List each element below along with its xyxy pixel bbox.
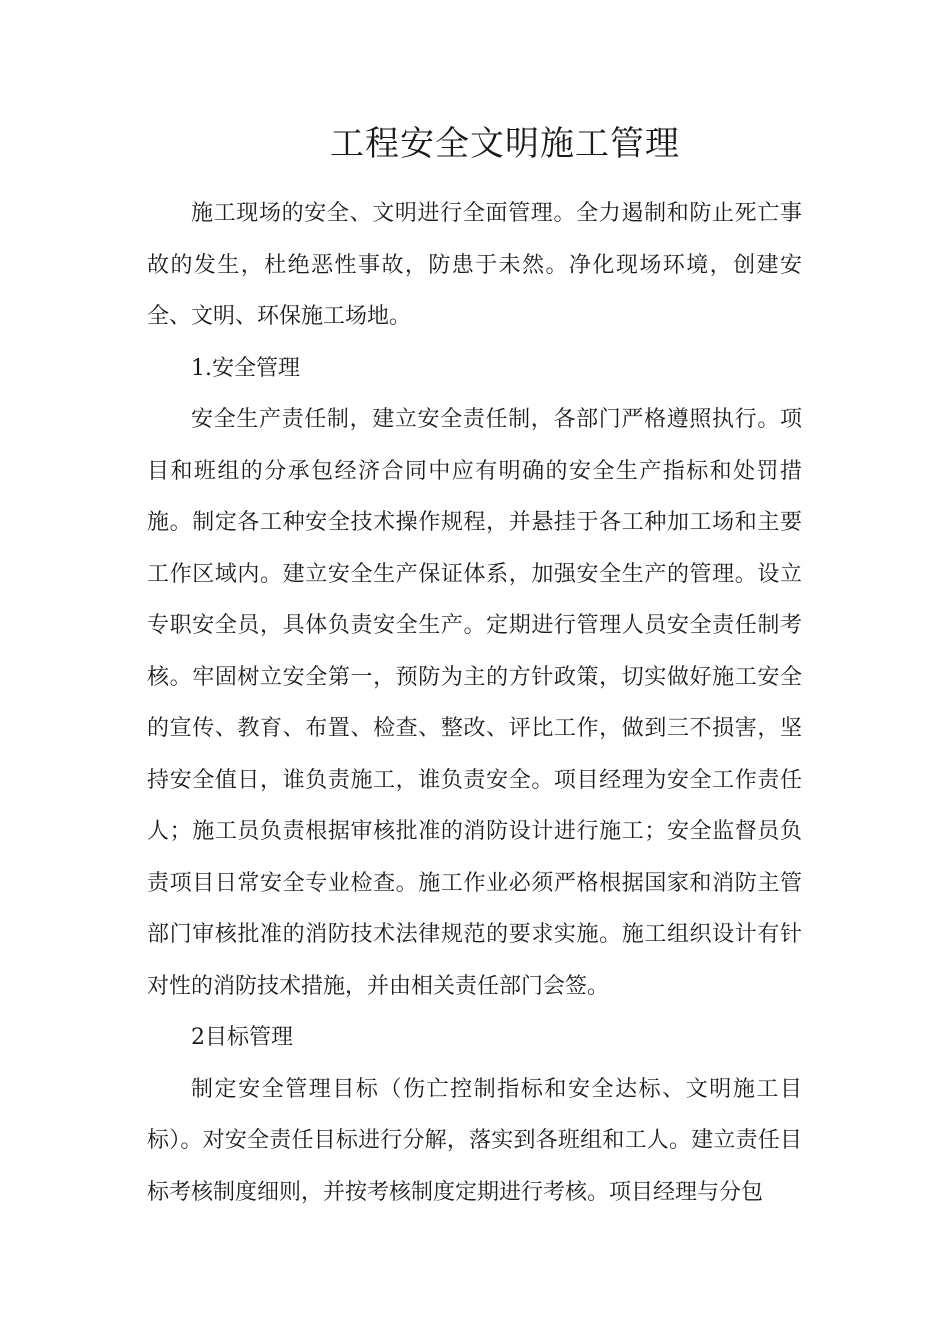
section-heading-target-management: 2目标管理 [191, 1025, 293, 1050]
paragraph-safety-management: 安全生产责任制，建立安全责任制，各部门严格遵照执行。项目和班组的分承包经济合同中应有明确的安全生产指标和处罚措施。制定各工种安全技术操作规程，并悬挂于各工种加工场和主要工作区域内。建立安全生产保证体系，加强安全生产的管理。设立专职安全员，具体负责安全生产。定期进行管理人员安全责任制考核。牢固树立安全第一，预防为主的方针政策，切实做好施工安全的宣传、教育、布置、检查、整改、评比工作，做到三不损害，坚持安全值日，谁负责施工，谁负责安全。项目经理为安全工作责任人；施工员负责根据审核批准的消防设计进行施工；安全监督员负责项目日常安全专业检查。施工作业必须严格根据国家和消防主管部门审核批准的消防技术法律规范的要求实施。施工组织设计有针对性的消防技术措施，并由相关责任部门会签。 [147, 407, 802, 999]
paragraph-intro: 施工现场的安全、文明进行全面管理。全力遏制和防止死亡事故的发生，杜绝恶性事故，防患于未然。净化现场环境，创建安全、文明、环保施工场地。 [147, 201, 802, 329]
paragraph-target-management: 制定安全管理目标（伤亡控制指标和安全达标、文明施工目标）。对安全责任目标进行分解，落实到各班组和工人。建立责任目标考核制度细则，并按考核制度定期进行考核。项目经理与分包 [147, 1076, 802, 1205]
document-body [147, 188, 802, 1218]
document-title: 工程安全文明施工管理 [330, 124, 680, 164]
section-heading-safety-management: 1.安全管理 [191, 355, 300, 381]
